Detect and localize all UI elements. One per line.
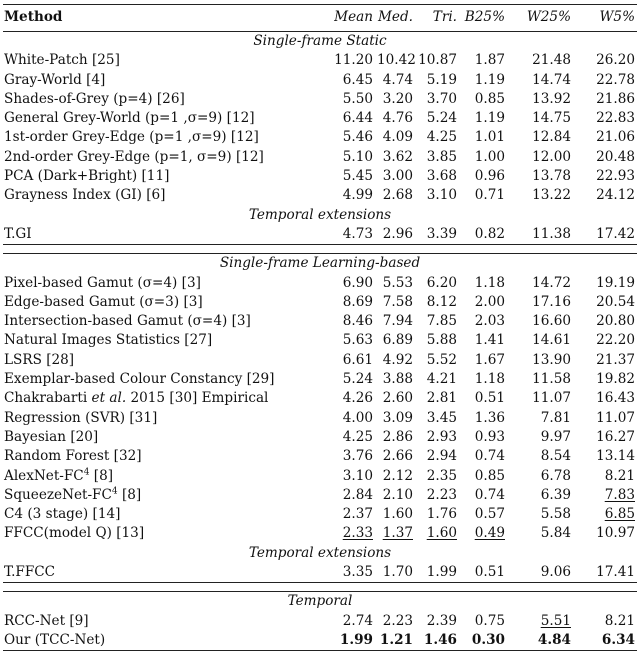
table-row (3, 563, 637, 583)
method-name: RCC-Net [9] (4, 612, 89, 629)
value-best25: 0.93 (474, 428, 505, 445)
method-name: PCA (Dark+Bright) [11] (4, 168, 170, 185)
value-worst25: 14.72 (532, 274, 571, 291)
header-method: Method (3, 5, 325, 32)
value-worst5: 6.34 (573, 631, 637, 651)
value-worst25 (507, 612, 573, 631)
table-row (3, 167, 637, 186)
value-worst5: 22.93 (596, 168, 635, 185)
table-row (3, 612, 637, 631)
section-header (3, 254, 637, 274)
method-name: Bayesian [20] (4, 428, 99, 445)
table-row (3, 148, 637, 167)
value-mean: 4.73 (325, 225, 375, 245)
value-mean: 5.10 (342, 148, 373, 165)
method-name-part: 2015 [30] Empirical (126, 390, 269, 407)
value-worst25: 13.78 (532, 168, 571, 185)
section-temporal: Temporal (3, 592, 637, 612)
value-worst5: 17.42 (573, 225, 637, 245)
value-mean: 5.63 (342, 332, 373, 349)
value-mean: 4.99 (342, 187, 373, 204)
value-worst5: 17.41 (573, 563, 637, 583)
method-name-etal: et al. (91, 390, 127, 407)
value-worst5: 22.78 (596, 71, 635, 88)
table-row (3, 409, 637, 428)
header-trimean: Tri. (415, 5, 459, 32)
method-name: Exemplar-based Colour Constancy [29] (4, 371, 275, 388)
value-worst25: 8.54 (540, 448, 571, 465)
method-name-part: [8] (89, 467, 114, 484)
value-median: 7.58 (382, 293, 413, 310)
method-name: T.GI (3, 225, 325, 245)
table-row (3, 351, 637, 370)
value-worst25: 11.58 (532, 371, 571, 388)
spacer (3, 583, 637, 592)
section-single-learning: Single-frame Learning-based (3, 254, 637, 274)
value-worst5: 13.14 (596, 448, 635, 465)
underlined-value: 2.33 (342, 525, 373, 542)
value-worst5 (573, 486, 637, 505)
value-worst5 (573, 505, 637, 524)
value-worst25: 16.60 (532, 313, 571, 330)
value-mean: 3.35 (325, 563, 375, 583)
value-worst25: 12.00 (532, 148, 571, 165)
value-mean: 6.90 (342, 274, 373, 291)
value-trimean: 2.94 (426, 448, 457, 465)
table-row (3, 467, 637, 486)
table-row (3, 293, 637, 312)
value-worst5: 22.83 (596, 110, 635, 127)
value-worst5: 16.27 (596, 428, 635, 445)
value-best25: 2.00 (474, 293, 505, 310)
table-row (3, 505, 637, 524)
value-trimean: 3.85 (426, 148, 457, 165)
value-median: 3.20 (382, 90, 413, 107)
method-name: Edge-based Gamut (σ=3) [3] (4, 293, 203, 310)
underlined-value: 1.37 (382, 525, 413, 542)
value-mean: 8.69 (342, 293, 373, 310)
method-name: Our (TCC-Net) (3, 631, 325, 651)
method-name (3, 467, 325, 486)
value-trimean: 5.24 (426, 110, 457, 127)
header-worst5: W5% (573, 5, 637, 32)
value-best25: 0.96 (474, 168, 505, 185)
underlined-value: 5.51 (540, 612, 571, 629)
value-median: 2.66 (382, 448, 413, 465)
value-trimean: 7.85 (426, 313, 457, 330)
value-worst5: 19.82 (596, 371, 635, 388)
value-worst25: 13.90 (532, 351, 571, 368)
value-median: 4.09 (382, 129, 413, 146)
value-best25: 0.75 (474, 612, 505, 629)
value-worst5: 11.07 (596, 409, 635, 426)
value-mean: 5.50 (342, 90, 373, 107)
value-mean: 11.20 (334, 52, 373, 69)
value-worst25: 5.84 (540, 525, 571, 542)
value-best25: 1.19 (474, 110, 505, 127)
method-name: Gray-World [4] (4, 71, 106, 88)
value-best25: 0.57 (474, 506, 505, 523)
spacer (3, 245, 637, 254)
value-worst5: 19.19 (596, 274, 635, 291)
value-mean: 4.26 (342, 390, 373, 407)
value-median: 4.74 (382, 71, 413, 88)
value-worst25: 4.84 (507, 631, 573, 651)
method-name: T.FFCC (3, 563, 325, 583)
value-trimean: 1.46 (415, 631, 459, 651)
value-best25: 1.36 (474, 409, 505, 426)
value-worst5: 8.21 (604, 612, 635, 629)
value-trimean: 1.99 (415, 563, 459, 583)
value-median: 2.12 (382, 467, 413, 484)
value-worst25: 14.61 (532, 332, 571, 349)
value-mean: 3.76 (342, 448, 373, 465)
method-name-part: AlexNet-FC (4, 467, 84, 484)
method-name: Intersection-based Gamut (σ=4) [3] (4, 313, 251, 330)
table-row (3, 331, 637, 350)
method-name (3, 486, 325, 505)
header-median: Med. (375, 5, 415, 32)
value-median: 3.00 (382, 168, 413, 185)
value-median: 2.60 (382, 390, 413, 407)
value-worst5: 8.21 (604, 467, 635, 484)
section-header (3, 32, 637, 52)
value-worst5: 24.12 (596, 187, 635, 204)
method-name-superscript: 4 (111, 486, 118, 497)
value-trimean: 8.12 (426, 293, 457, 310)
value-worst5: 21.06 (596, 129, 635, 146)
value-trimean: 2.81 (426, 390, 457, 407)
table-row (3, 447, 637, 466)
section-header (3, 544, 637, 563)
method-name: General Grey-World (p=1 ,σ=9) [12] (4, 110, 255, 127)
value-mean: 5.24 (342, 371, 373, 388)
value-median: 4.76 (382, 110, 413, 127)
method-name: LSRS [28] (4, 351, 75, 368)
table-row (3, 51, 637, 70)
value-worst25: 7.81 (540, 409, 571, 426)
value-worst5: 22.20 (596, 332, 635, 349)
method-name (3, 389, 325, 408)
method-name: White-Patch [25] (4, 52, 120, 69)
method-name-part: Chakrabarti (4, 390, 92, 407)
value-trimean: 3.39 (415, 225, 459, 245)
value-best25: 1.19 (474, 71, 505, 88)
value-worst5: 21.37 (596, 351, 635, 368)
value-best25: 0.74 (474, 448, 505, 465)
value-best25: 0.30 (459, 631, 507, 651)
value-mean: 2.37 (342, 506, 373, 523)
section-header (3, 592, 637, 612)
value-mean: 5.46 (342, 129, 373, 146)
value-mean: 1.99 (325, 631, 375, 651)
value-worst5: 26.20 (596, 52, 635, 69)
value-worst5: 16.43 (596, 390, 635, 407)
value-median: 3.88 (382, 371, 413, 388)
value-trimean: 4.25 (426, 129, 457, 146)
value-worst25: 5.58 (540, 506, 571, 523)
header-best25: B25% (459, 5, 507, 32)
underlined-value: 1.60 (426, 525, 457, 542)
value-worst5: 20.54 (596, 293, 635, 310)
section-temporal-extensions: Temporal extensions (248, 544, 392, 561)
table-row (3, 312, 637, 331)
value-worst5: 10.97 (596, 525, 635, 542)
value-worst25: 6.78 (540, 467, 571, 484)
section-single-static: Single-frame Static (253, 33, 387, 49)
value-best25: 0.82 (459, 225, 507, 245)
value-best25: 1.01 (474, 129, 505, 146)
value-best25: 0.74 (474, 486, 505, 503)
value-trimean: 3.68 (426, 168, 457, 185)
value-trimean: 3.10 (426, 187, 457, 204)
value-worst25: 13.92 (532, 90, 571, 107)
method-name: Natural Images Statistics [27] (4, 332, 213, 349)
table-row (3, 486, 637, 505)
value-median: 3.09 (382, 409, 413, 426)
method-name-part: SqueezeNet-FC (4, 486, 112, 503)
section-header (3, 206, 637, 225)
method-name-superscript: 4 (83, 467, 90, 477)
value-mean: 4.25 (342, 428, 373, 445)
table-row (3, 71, 637, 90)
value-trimean: 3.45 (426, 409, 457, 426)
value-median: 1.21 (375, 631, 415, 651)
value-worst25: 6.39 (540, 486, 571, 503)
value-mean: 2.84 (342, 486, 373, 503)
table-row (3, 274, 637, 293)
value-trimean: 5.52 (426, 351, 457, 368)
value-mean (325, 524, 375, 543)
value-trimean (415, 524, 459, 543)
value-mean: 6.61 (342, 351, 373, 368)
method-name: Regression (SVR) [31] (4, 409, 158, 426)
method-name: 2nd-order Grey-Edge (p=1, σ=9) [12] (4, 148, 264, 165)
value-worst25: 9.97 (540, 428, 571, 445)
value-trimean: 2.93 (426, 428, 457, 445)
table-row (3, 428, 637, 447)
value-median: 2.86 (382, 428, 413, 445)
table-row (3, 524, 637, 543)
value-median (375, 524, 415, 543)
value-worst25: 11.07 (532, 390, 571, 407)
value-mean: 6.45 (342, 71, 373, 88)
value-best25 (459, 524, 507, 543)
value-trimean: 2.39 (426, 612, 457, 629)
value-trimean: 10.87 (418, 52, 457, 69)
value-median: 2.10 (382, 486, 413, 503)
header-row (3, 5, 637, 32)
method-name: Grayness Index (GI) [6] (4, 187, 166, 204)
header-worst25: W25% (507, 5, 573, 32)
value-trimean: 4.21 (426, 371, 457, 388)
method-name: Pixel-based Gamut (σ=4) [3] (4, 274, 201, 291)
value-median: 3.62 (382, 148, 413, 165)
value-median: 4.92 (382, 351, 413, 368)
method-name: Shades-of-Grey (p=4) [26] (4, 90, 185, 107)
underlined-value: 7.83 (604, 486, 635, 503)
method-name-part: [8] (117, 486, 142, 503)
value-median: 1.60 (382, 506, 413, 523)
value-worst5: 20.80 (596, 313, 635, 330)
value-median: 2.68 (382, 187, 413, 204)
value-mean: 6.44 (342, 110, 373, 127)
value-median: 1.70 (375, 563, 415, 583)
method-name: C4 (3 stage) [14] (4, 506, 121, 523)
value-worst25: 13.22 (532, 187, 571, 204)
table-row (3, 389, 637, 408)
value-best25: 1.67 (474, 351, 505, 368)
value-best25: 2.03 (474, 313, 505, 330)
underlined-value: 6.85 (604, 506, 635, 523)
value-trimean: 6.20 (426, 274, 457, 291)
value-best25: 1.41 (474, 332, 505, 349)
value-mean: 8.46 (342, 313, 373, 330)
method-name: FFCC(model Q) [13] (4, 525, 145, 542)
value-mean: 3.10 (342, 467, 373, 484)
color-constancy-results-table (3, 4, 637, 651)
value-trimean: 2.23 (426, 486, 457, 503)
value-best25: 1.18 (474, 371, 505, 388)
value-worst5: 20.48 (596, 148, 635, 165)
value-worst5: 21.86 (596, 90, 635, 107)
value-trimean: 2.35 (426, 467, 457, 484)
value-worst25: 11.38 (507, 225, 573, 245)
value-worst25: 17.16 (532, 293, 571, 310)
value-best25: 0.51 (459, 563, 507, 583)
value-worst25: 21.48 (532, 52, 571, 69)
value-trimean: 5.88 (426, 332, 457, 349)
value-median: 6.89 (382, 332, 413, 349)
underlined-value: 0.49 (474, 525, 505, 542)
header-mean: Mean (325, 5, 375, 32)
section-temporal-extensions: Temporal extensions (248, 206, 392, 223)
value-trimean: 3.70 (426, 90, 457, 107)
value-best25: 1.00 (474, 148, 505, 165)
value-best25: 0.85 (474, 90, 505, 107)
value-mean: 4.00 (342, 409, 373, 426)
method-name: Random Forest [32] (4, 448, 142, 465)
value-best25: 0.71 (474, 187, 505, 204)
value-median: 7.94 (382, 313, 413, 330)
table-row (3, 186, 637, 205)
table-row (3, 128, 637, 147)
table-row (3, 90, 637, 109)
value-worst25: 12.84 (532, 129, 571, 146)
value-trimean: 1.76 (426, 506, 457, 523)
value-median: 2.96 (375, 225, 415, 245)
value-best25: 1.18 (474, 274, 505, 291)
value-best25: 0.51 (474, 390, 505, 407)
value-median: 10.42 (377, 52, 416, 69)
value-worst25: 9.06 (507, 563, 573, 583)
value-best25: 0.85 (474, 467, 505, 484)
method-name: 1st-order Grey-Edge (p=1 ,σ=9) [12] (4, 129, 259, 146)
value-worst25: 14.75 (532, 110, 571, 127)
value-mean: 5.45 (342, 168, 373, 185)
table-row (3, 109, 637, 128)
value-best25: 1.87 (474, 52, 505, 69)
value-median: 5.53 (382, 274, 413, 291)
value-worst25: 14.74 (532, 71, 571, 88)
value-median: 2.23 (382, 612, 413, 629)
value-trimean: 5.19 (426, 71, 457, 88)
table-row (3, 370, 637, 389)
value-mean: 2.74 (342, 612, 373, 629)
table-row (3, 225, 637, 245)
